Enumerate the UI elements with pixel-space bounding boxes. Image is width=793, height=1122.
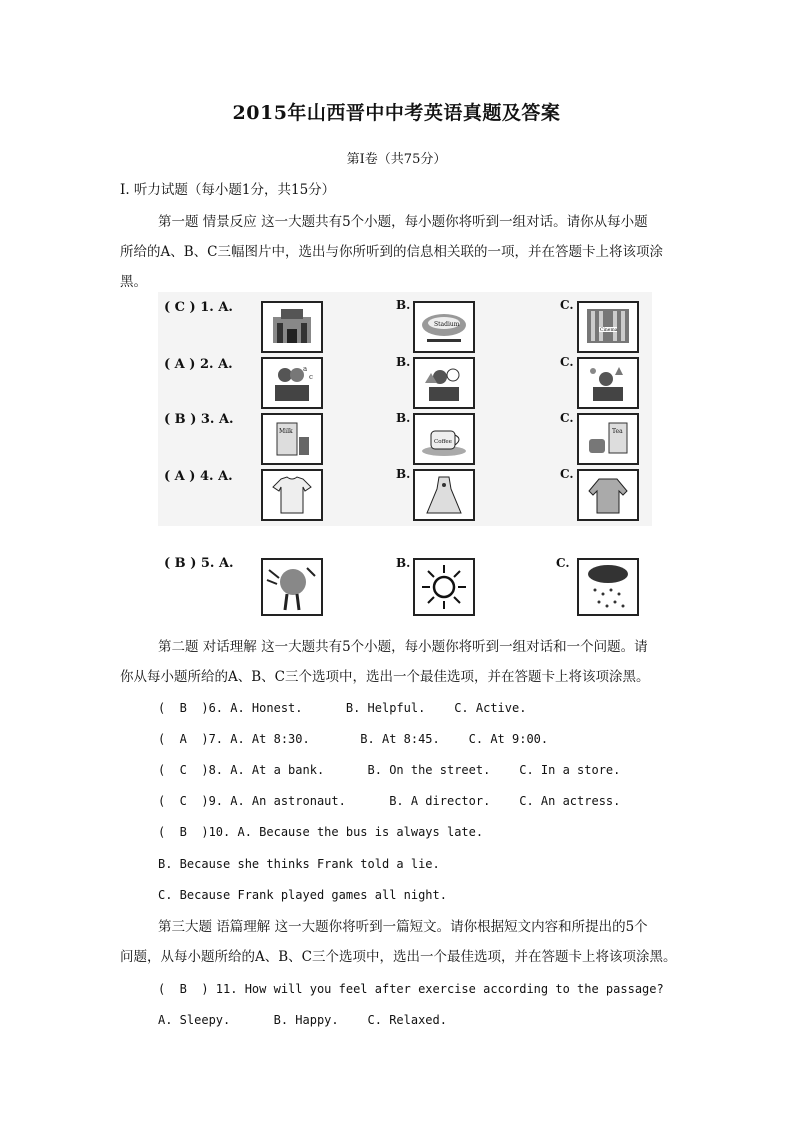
q4-c-label: C. <box>560 467 574 481</box>
q2-b-label: B. <box>396 355 411 369</box>
question-9: ( C )9. A. An astronaut. B. A director. C. An actress. <box>158 794 621 808</box>
q5-label: ( B ) 5. A. <box>164 556 234 571</box>
svg-text:a: a <box>303 365 308 373</box>
part1-line3: 黑。 <box>120 274 147 290</box>
stadium-text: Stadium <box>434 321 460 328</box>
q2-c-picture <box>577 357 639 409</box>
q5-a-picture <box>261 558 323 616</box>
q2-a-picture <box>261 357 323 409</box>
q5-b-label: B. <box>396 556 411 570</box>
q3-a-picture <box>261 413 323 465</box>
q1-label: ( C ) 1. A. <box>164 300 233 315</box>
question-8: ( C )8. A. At a bank. B. On the street. C. In a store. <box>158 763 621 777</box>
svg-text:c: c <box>309 373 313 381</box>
q1-a-picture <box>261 301 323 353</box>
q4-c-picture <box>577 469 639 521</box>
q1-c-label: C. <box>560 298 574 312</box>
q3-label: ( B ) 3. A. <box>164 412 234 427</box>
q2-c-label: C. <box>560 355 574 369</box>
page-title: 2015年山西晋中中考英语真题及答案 <box>232 102 561 124</box>
q2-label: ( A ) 2. A. <box>164 357 233 372</box>
question-7: ( A )7. A. At 8:30. B. At 8:45. C. At 9:00. <box>158 732 549 746</box>
q3-c-label: C. <box>560 411 574 425</box>
question-11: ( B ) 11. How will you feel after exercise according to the passage? <box>158 982 664 996</box>
page-subtitle: 第I卷（共75分） <box>346 152 447 167</box>
q1-b-label: B. <box>396 298 411 312</box>
section-heading: I. 听力试题（每小题1分，共15分） <box>120 182 336 198</box>
coffee-text: Coffee <box>434 439 452 445</box>
q4-b-label: B. <box>396 467 411 481</box>
tea-text: Tea <box>612 428 623 435</box>
q1-b-picture <box>413 301 475 353</box>
part2-line2: 你从每小题所给的A、B、C三个选项中，选出一个最佳选项，并在答题卡上将该项涂黑。 <box>120 669 650 685</box>
q3-b-picture <box>413 413 475 465</box>
q4-b-picture <box>413 469 475 521</box>
question-10-option-c: C. Because Frank played games all night. <box>158 888 447 902</box>
q2-b-picture <box>413 357 475 409</box>
part3-line1: 第三大题 语篇理解 这一大题你将听到一篇短文。请你根据短文内容和所提出的5个 <box>158 919 648 935</box>
part3-line2: 问题，从每小题所给的A、B、C三个选项中，选出一个最佳选项，并在答题卡上将该项涂黑。 <box>120 949 677 965</box>
q3-c-picture <box>577 413 639 465</box>
part1-line2: 所给的A、B、C三幅图片中，选出与你所听到的信息相关联的一项，并在答题卡上将该项涂 <box>120 244 663 260</box>
q3-b-label: B. <box>396 411 411 425</box>
q4-a-picture <box>261 469 323 521</box>
cinema-text: Cinema <box>600 328 618 333</box>
q5-c-picture <box>577 558 639 616</box>
q5-b-picture <box>413 558 475 616</box>
question-11-options: A. Sleepy. B. Happy. C. Relaxed. <box>158 1013 447 1027</box>
question-10-option-b: B. Because she thinks Frank told a lie. <box>158 857 440 871</box>
question-10: ( B )10. A. Because the bus is always late. <box>158 825 484 839</box>
milk-text: Milk <box>279 428 293 435</box>
q1-c-picture <box>577 301 639 353</box>
q4-label: ( A ) 4. A. <box>164 469 233 484</box>
q5-c-label: C. <box>556 556 570 570</box>
part2-line1: 第二题 对话理解 这一大题共有5个小题，每小题你将听到一组对话和一个问题。请 <box>158 639 648 655</box>
question-6: ( B )6. A. Honest. B. Helpful. C. Active. <box>158 701 527 715</box>
part1-line1: 第一题 情景反应 这一大题共有5个小题，每小题你将听到一组对话。请你从每小题 <box>158 214 648 230</box>
